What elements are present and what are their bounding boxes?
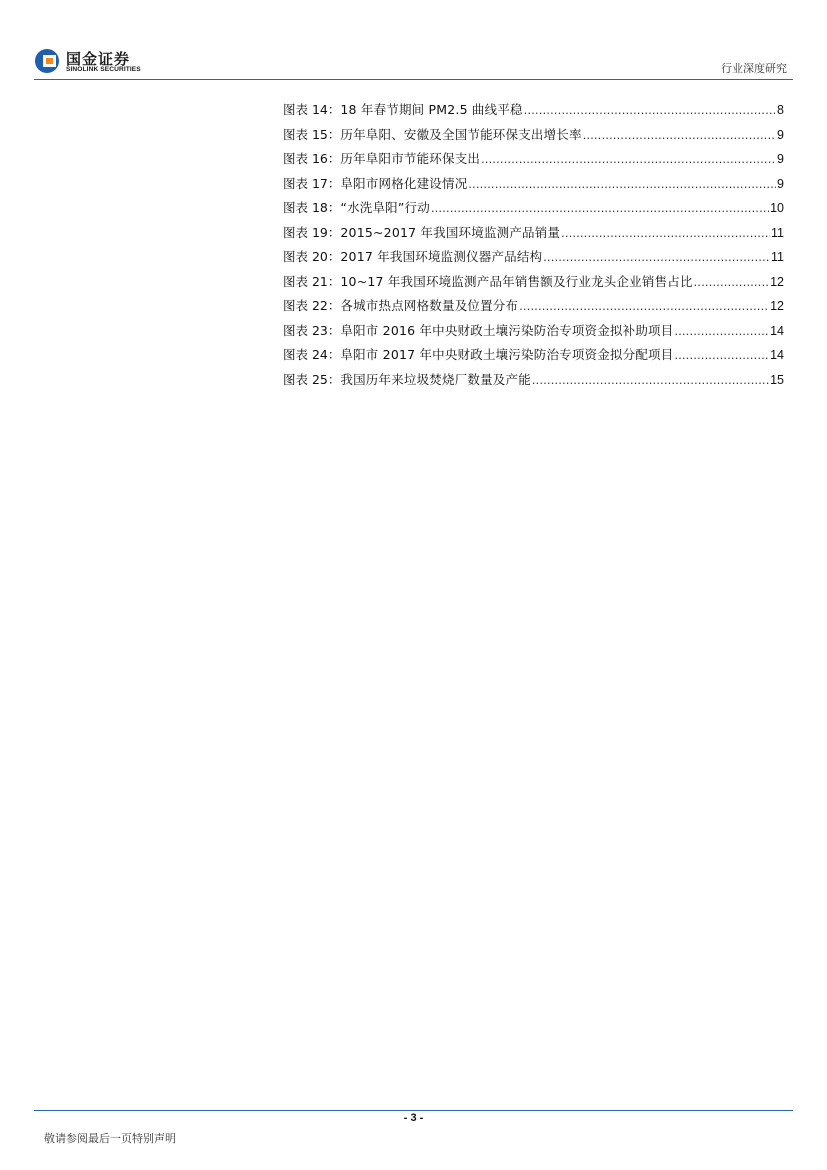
toc-entry[interactable] bbox=[283, 100, 784, 125]
footer-divider bbox=[34, 1110, 793, 1111]
company-logo bbox=[34, 47, 164, 77]
toc-entry[interactable] bbox=[283, 321, 784, 346]
toc-leader-dots bbox=[694, 275, 769, 289]
toc-entry-label: 图表 17： bbox=[283, 175, 341, 191]
toc-entry-title: 历年阜阳、安徽及全国节能环保支出增长率 bbox=[340, 126, 582, 142]
toc-entry-page: 12 bbox=[770, 274, 784, 289]
header-divider bbox=[34, 79, 793, 80]
toc-entry-title: 阜阳市 2017 年中央财政土壤污染防治专项资金拟分配项目 bbox=[340, 347, 674, 362]
toc-leader-dots bbox=[543, 250, 770, 264]
toc-entry-label: 图表 21： bbox=[283, 273, 341, 289]
toc-entry-page: 8 bbox=[777, 103, 784, 117]
toc-entry-label: 图表 14： bbox=[283, 102, 341, 117]
toc-entry-label: 图表 18： bbox=[283, 200, 341, 215]
toc-entry[interactable] bbox=[283, 125, 784, 150]
toc-entry-page: 9 bbox=[777, 127, 784, 142]
sinolink-logo-icon bbox=[34, 47, 60, 75]
toc-leader-dots bbox=[524, 103, 776, 117]
toc-entry-title: “水洗阜阳”行动 bbox=[340, 200, 430, 215]
toc-entry-title: 阜阳市网格化建设情况 bbox=[340, 175, 468, 191]
toc-leader-dots bbox=[519, 299, 769, 313]
disclaimer-note: 敬请参阅最后一页特别声明 bbox=[44, 1132, 176, 1145]
toc-entry-page: 14 bbox=[770, 323, 784, 338]
toc-entry[interactable] bbox=[283, 272, 784, 297]
toc-entry-label: 图表 25： bbox=[283, 371, 341, 387]
toc-entry-page: 11 bbox=[771, 250, 784, 264]
toc-leader-dots bbox=[431, 201, 769, 215]
toc-leader-dots bbox=[674, 348, 769, 362]
toc-entry-page: 9 bbox=[777, 152, 784, 166]
toc-entry-title: 2017 年我国环境监测仪器产品结构 bbox=[340, 249, 543, 264]
toc-entry-page: 12 bbox=[770, 299, 784, 313]
toc-entry[interactable] bbox=[283, 345, 784, 370]
report-type: 行业深度研究 bbox=[721, 62, 787, 75]
toc-entry-title: 历年阜阳市节能环保支出 bbox=[340, 151, 481, 166]
toc-entry-page: 10 bbox=[770, 201, 784, 215]
toc-entry-label: 图表 24： bbox=[283, 347, 341, 362]
toc-entry[interactable] bbox=[283, 247, 784, 272]
toc-entry-label: 图表 20： bbox=[283, 249, 341, 264]
toc-entry[interactable] bbox=[283, 174, 784, 199]
toc-leader-dots bbox=[674, 324, 769, 338]
toc-entry-title: 10~17 年我国环境监测产品年销售额及行业龙头企业销售占比 bbox=[340, 273, 693, 289]
toc-entry[interactable] bbox=[283, 198, 784, 223]
toc-entry-label: 图表 19： bbox=[283, 224, 341, 240]
toc-entry-page: 11 bbox=[771, 225, 784, 240]
toc-entry-label: 图表 23： bbox=[283, 322, 341, 338]
toc-leader-dots bbox=[532, 373, 769, 387]
brand-name-cn: 国金证券 bbox=[66, 50, 131, 68]
toc-entry[interactable] bbox=[283, 149, 784, 174]
toc-entry-title: 2015~2017 年我国环境监测产品销量 bbox=[340, 224, 561, 240]
toc-entry-page: 14 bbox=[770, 348, 784, 362]
toc-leader-dots bbox=[583, 128, 776, 142]
toc-leader-dots bbox=[481, 152, 776, 166]
brand-name-en: SINOLINK SECURITIES bbox=[66, 66, 141, 73]
toc-entry-label: 图表 15： bbox=[283, 126, 341, 142]
toc-entry-title: 18 年春节期间 PM2.5 曲线平稳 bbox=[340, 102, 523, 117]
toc-entry-page: 15 bbox=[770, 372, 784, 387]
toc-entry[interactable] bbox=[283, 296, 784, 321]
toc-leader-dots bbox=[468, 177, 776, 191]
toc-entry-title: 各城市热点网格数量及位置分布 bbox=[340, 298, 519, 313]
page-number: - 3 - bbox=[403, 1112, 424, 1124]
toc-entry-page: 9 bbox=[777, 176, 784, 191]
toc-entry-label: 图表 22： bbox=[283, 298, 341, 313]
toc-entry-title: 我国历年来垃圾焚烧厂数量及产能 bbox=[340, 371, 531, 387]
figure-index bbox=[283, 100, 784, 394]
toc-entry[interactable] bbox=[283, 370, 784, 395]
toc-leader-dots bbox=[561, 226, 770, 240]
toc-entry-title: 阜阳市 2016 年中央财政土壤污染防治专项资金拟补助项目 bbox=[340, 322, 674, 338]
toc-entry[interactable] bbox=[283, 223, 784, 248]
toc-entry-label: 图表 16： bbox=[283, 151, 341, 166]
